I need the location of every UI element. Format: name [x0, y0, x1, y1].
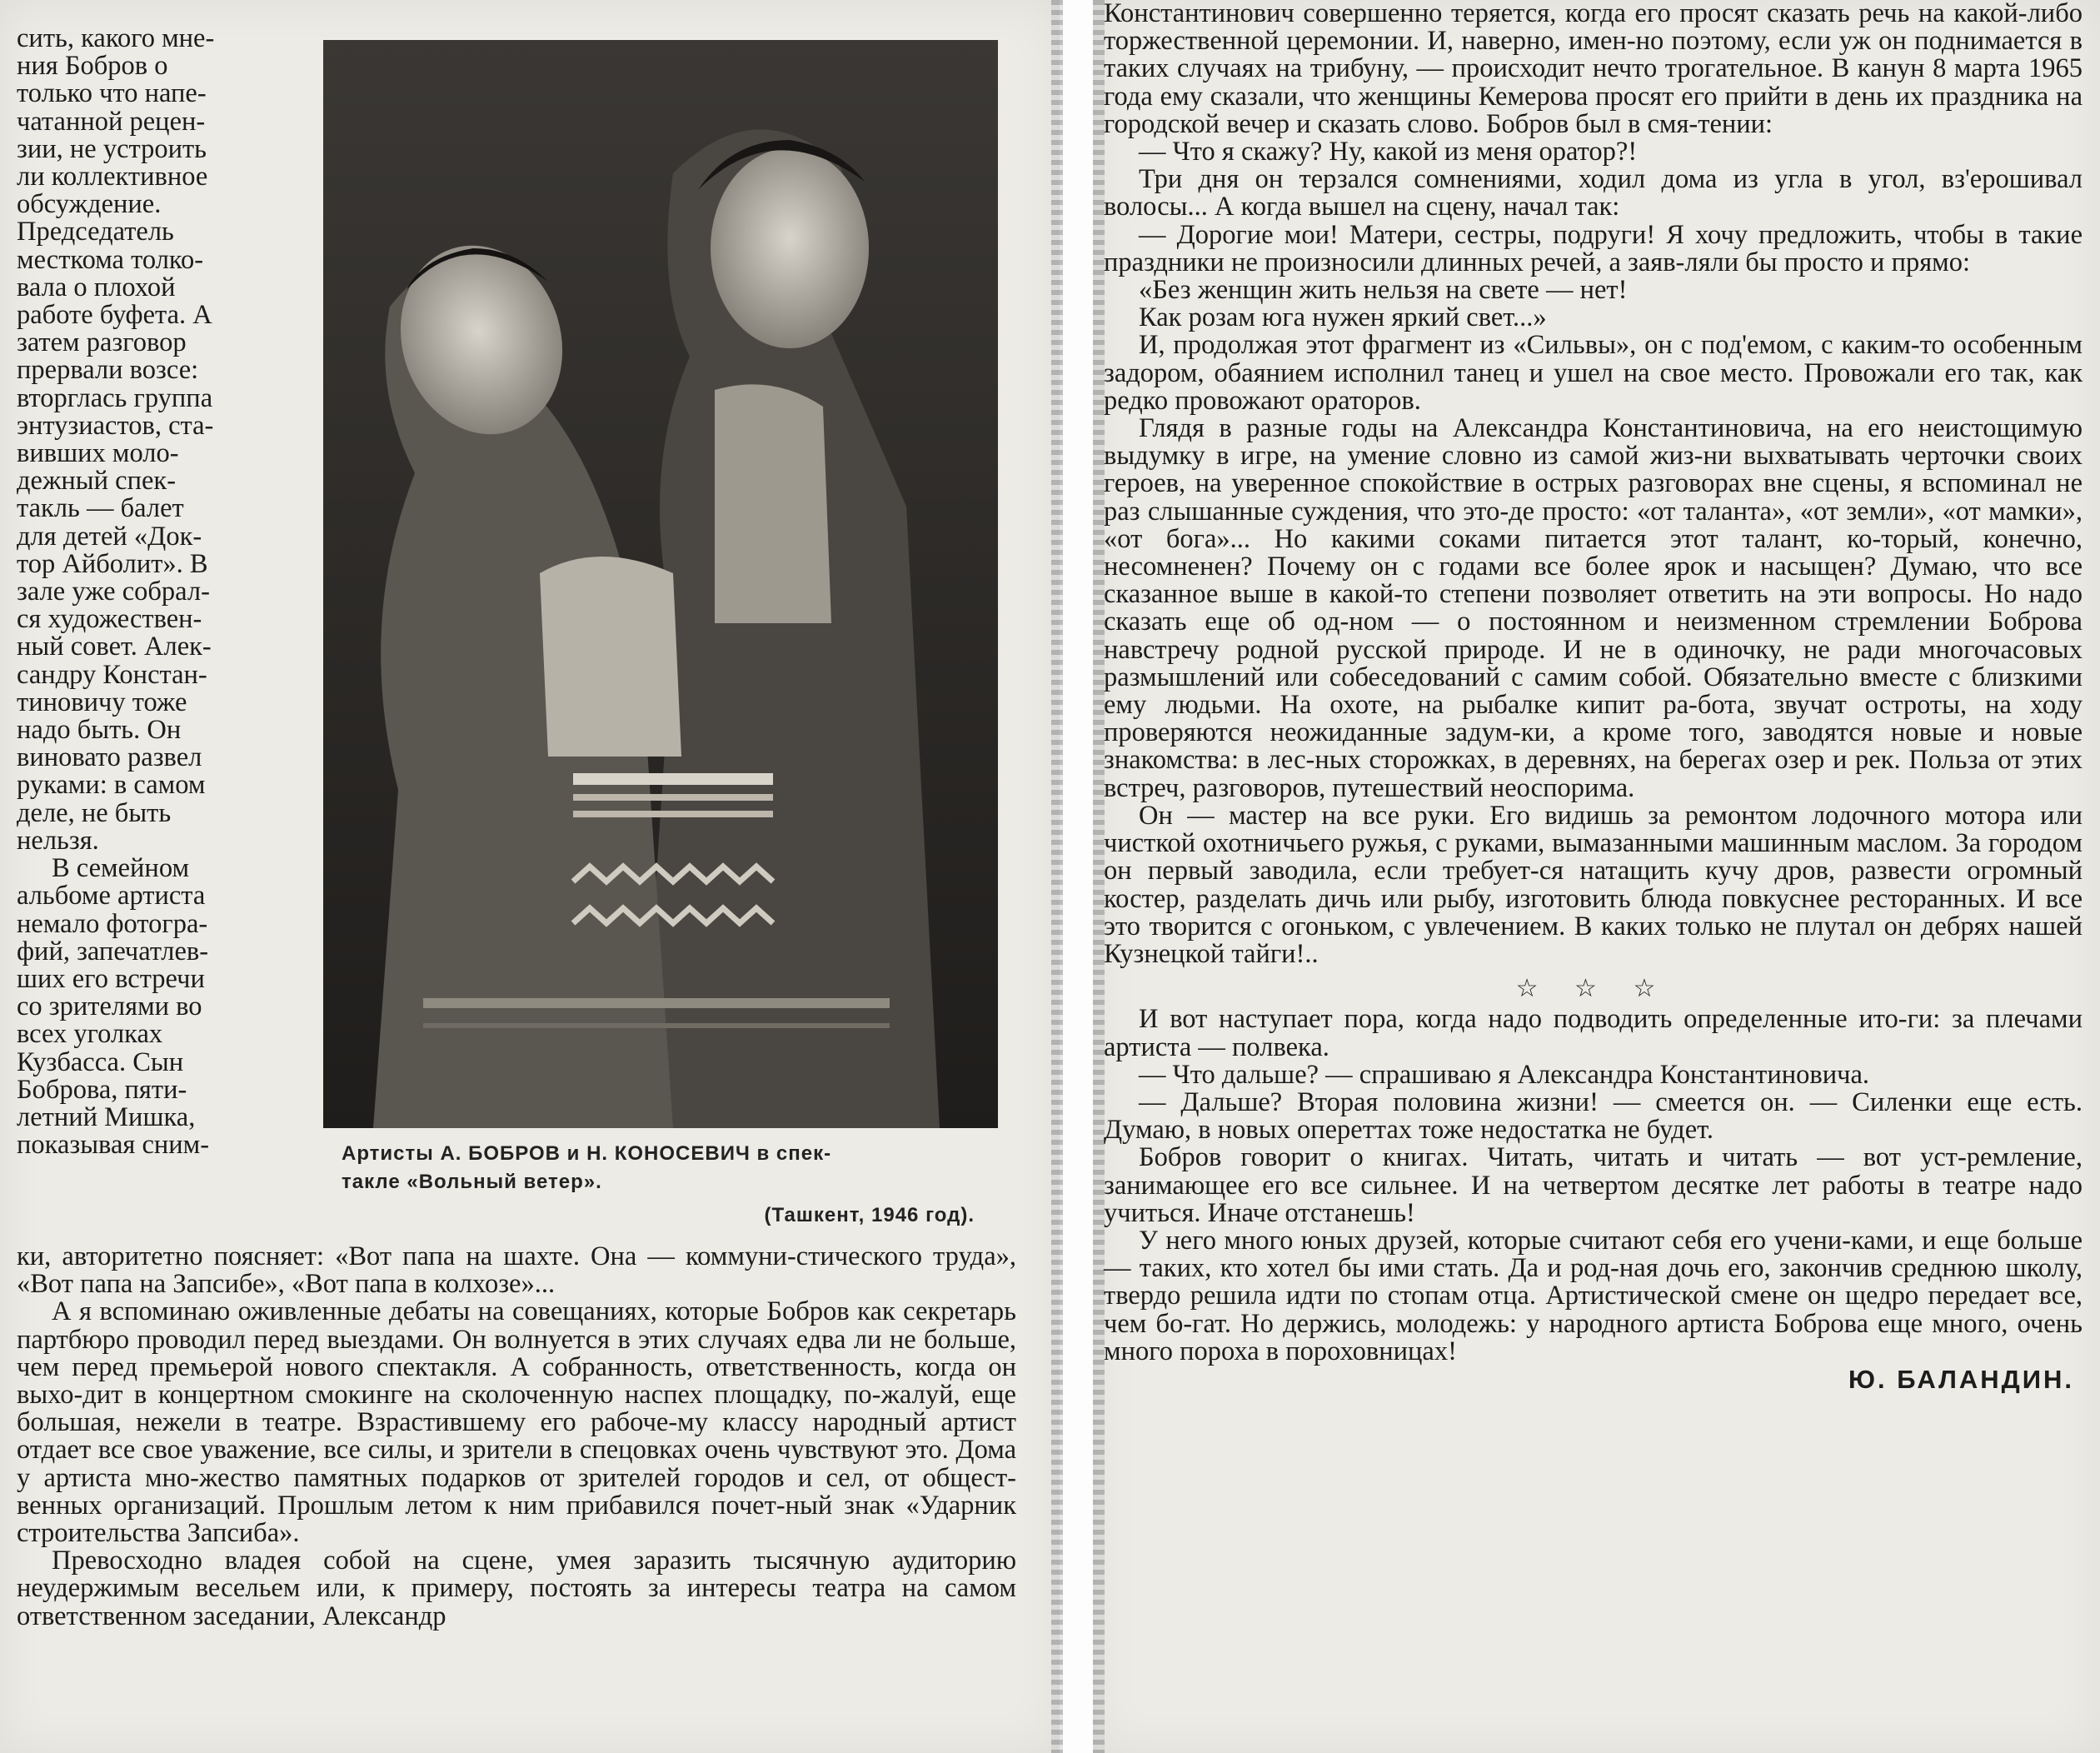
narrow-line: всех уголках	[17, 1019, 163, 1050]
paragraph: И вот наступает пора, когда надо подводить определенные ито-ги: за плечами артиста — полвека.	[1104, 1004, 2083, 1062]
paragraph: — Что я скажу? Ну, какой из меня оратор?!	[1139, 137, 1638, 167]
paragraph: Глядя в разные годы на Александра Константиновича, на его неистощимую выдумку в игре, на умение словно из самой жиз-ни выхватывать черточки своих героев, на уверенное спокойствие в острых разговорах вне сцены, я вспоминал не раз слышанные суждения, что это-де просто: «от таланта», «от земли», «от мамки», «от бога»... Но какими соками питается этот талант, ко-торый, конечно, несомненен? Почему он с годами все более ярок и насыщен? Думаю, что все сказанное выше в какой-то степени позволяет ответить на эти вопросы. Но надо сказать еще об од-ном — о постоянном и неизменном стремлении Боброва навстречу родной русской природе. И не в одиночку, не ради многочасовых размышлений или собеседований с самим собой. Обязательно вместе с близкими ему людьми. На охоте, на рыбалке кипит ра-бота, звучат остроты, на ходу проверяются неожиданные задум-ки, а кроме того, заводятся новые и новые знакомства: в лес-ных сторожках, в деревнях, на берегах озер и рек. Польза от этих встреч, разговоров, путешествий неоспорима.	[1104, 413, 2083, 803]
narrow-line: такль — балет	[17, 493, 184, 524]
narrow-line: фий, запечатлев-	[17, 936, 209, 966]
narrow-line: работе буфета. А	[17, 300, 212, 331]
narrow-line: сить, какого мне-	[17, 23, 215, 53]
narrow-line: вивших моло-	[17, 438, 179, 469]
torn-edge-right	[1093, 0, 1105, 1753]
narrow-line: ся художествен-	[17, 604, 202, 635]
paragraph: А я вспоминаю оживленные дебаты на совещаниях, которые Бобров как секретарь партбюро проводил перед выездами. Он волнуется в этих случаях едва ли не больше, чем перед премьерой нового спектакля. А собранность, ответственность, когда он выхо-дит в концертном смокинге на сколоченную наспех площадку, по-жалуй, еще большая, нежели в театре. Взрастившему его рабоче-му классу народный артист отдает все свое уважение, все силы, и зрители в спецовках очень чувствуют это. Дома у артиста мно-жество памятных подарков от зрителей городов и сел, от общест-венных организаций. Прошлым летом к ним прибавился почет-ный знак «Ударник строительства Запсиба».	[17, 1296, 1016, 1549]
torn-edge-left	[1051, 0, 1063, 1753]
narrow-line: зии, не устроить	[17, 133, 207, 164]
paragraph: И, продолжая этот фрагмент из «Сильвы», он с под'емом, с каким-то особенным задором, обаянием исполнил танец и ушел на свое место. Провожали его так, как редко провожают ораторов.	[1104, 330, 2083, 416]
paragraph: — Дорогие мои! Матери, сестры, подруги! Я хочу предложить, чтобы в такие праздники не произносили длинных речей, а заяв-ляли бы просто и прямо:	[1104, 219, 2083, 277]
narrow-line: затем разговор	[17, 327, 187, 358]
narrow-line: прервали возсе:	[17, 355, 199, 386]
narrow-line: зале уже собрал-	[17, 577, 210, 607]
narrow-line: вала о плохой	[17, 272, 176, 302]
paragraph: Бобров говорит о книгах. Читать, читать и читать — вот уст-ремление, занимающее его все сильнее. И на четвертом десятке лет работы в театре надо учиться. Иначе отстанешь!	[1104, 1142, 2083, 1228]
author-signature: Ю. БАЛАНДИН.	[1848, 1364, 2074, 1394]
photo-image	[323, 40, 998, 1128]
narrow-line: со зрителями во	[17, 991, 202, 1022]
narrow-line: руками: в самом	[17, 770, 206, 801]
narrow-line: тор Айболит». В	[17, 548, 208, 579]
narrow-line: Кузбасса. Сын	[17, 1046, 184, 1077]
photo-caption	[342, 1140, 1033, 1230]
quote-line: «Без женщин жить нельзя на свете — нет!	[1139, 275, 1628, 306]
narrow-line: вторглась группа	[17, 382, 213, 413]
narrow-line: виновато развел	[17, 742, 202, 773]
narrow-line: ли коллективное	[17, 162, 208, 192]
paragraph: Превосходно владея собой на сцене, умея заразить тысячную аудиторию неудержимым весельем или, к примеру, постоять за интересы театра на самом ответственном заседании, Александр	[17, 1546, 1016, 1631]
narrow-line: ших его встречи	[17, 963, 205, 994]
bottom-text-block	[17, 1243, 1016, 1631]
narrow-line: ния Бобров о	[17, 51, 168, 82]
narrow-line: энтузиастов, ста-	[17, 410, 214, 441]
narrow-line: показывая сним-	[17, 1130, 210, 1161]
narrow-line: только что напе-	[17, 78, 207, 109]
narrow-line: летний Мишка,	[17, 1101, 196, 1132]
paragraph: — Дальше? Вторая половина жизни! — смеется он. — Силенки еще есть. Думаю, в новых опереттах тоже недостатка не будет.	[1104, 1086, 2083, 1146]
caption-line-2: (Ташкент, 1946 год).	[764, 1204, 975, 1226]
clipping-gap	[1060, 0, 1093, 1753]
narrow-line: чатанной рецен-	[17, 106, 206, 137]
narrow-line: Боброва, пяти-	[17, 1074, 187, 1105]
narrow-line: Председатель	[17, 217, 174, 247]
paragraph: Три дня он терзался сомнениями, ходил дома из угла в угол, вз'ерошивал волосы... А когда вышел на сцену, начал так:	[1104, 164, 2083, 222]
narrow-line: альбоме артиста	[17, 881, 206, 911]
narrow-line: ный совет. Алек-	[17, 632, 212, 662]
narrow-line: месткома толко-	[17, 244, 204, 275]
paragraph: ки, авторитетно поясняет: «Вот папа на шахте. Она — коммуни-стического труда», «Вот папа на Запсибе», «Вот папа в колхозе»...	[17, 1241, 1016, 1300]
caption-line-1: Артисты А. БОБРОВ и Н. КОНОСЕВИЧ в спек-	[342, 1142, 832, 1165]
narrow-line: деле, не быть	[17, 797, 172, 828]
narrow-text-column	[17, 25, 321, 1159]
caption-line-1b: такле «Вольный ветер».	[342, 1171, 602, 1193]
narrow-line: нельзя.	[17, 825, 99, 856]
narrow-line: дежный спек-	[17, 466, 177, 497]
narrow-line: надо быть. Он	[17, 715, 182, 746]
narrow-line: сандру Констан-	[17, 659, 207, 690]
paragraph: Константинович совершенно теряется, когда его просят сказать речь на какой-либо торжественной церемонии. И, наверно, имен-но поэтому, если уж он поднимается в таких случаях на трибуну, — происходит нечто трогательное. В канун 8 марта 1965 года ему сказали, что женщины Кемерова просят его прийти в день их праздника на городской вечер и сказать слово. Бобров был в смя-тении:	[1104, 0, 2083, 139]
quote-line: Как розам юга нужен яркий свет...»	[1139, 302, 1547, 333]
narrow-line: тиновичу тоже	[17, 687, 187, 717]
photo-actors	[323, 40, 998, 1128]
narrow-line: обсуждение.	[17, 189, 162, 220]
narrow-line: немало фотогра-	[17, 908, 208, 939]
right-text-column	[1104, 0, 2083, 1393]
paragraph: Он — мастер на все руки. Его видишь за ремонтом лодочного мотора или чисткой охотничьего ружья, с руками, вымазанными машинным маслом. За городом он первый заводила, если требует-ся натащить кучу дров, развести огромный костер, разделать дичь или рыбу, изготовить блюда повкуснее ресторанных. И все это творится с огоньком, с увлечением. В каких только не плутал он дебрях нашей Кузнецкой тайги!..	[1104, 800, 2083, 969]
narrow-line: В семейном	[52, 853, 190, 884]
paragraph: — Что дальше? — спрашиваю я Александра Константиновича.	[1139, 1059, 1870, 1090]
section-separator-stars: ☆ ☆ ☆	[1515, 975, 1671, 1003]
paragraph: У него много юных друзей, которые считают себя его учени-ками, и еще больше — таких, кто хотел бы ими стать. Да и род-ная дочь его, закончив среднюю школу, твердо решила идти по стопам отца. Артистической смене он щедро передает все, чем бо-гат. Но держись, молодежь: у народного артиста Боброва еще много, очень много пороха в пороховницах!	[1104, 1225, 2083, 1366]
narrow-line: для детей «Док-	[17, 521, 202, 552]
